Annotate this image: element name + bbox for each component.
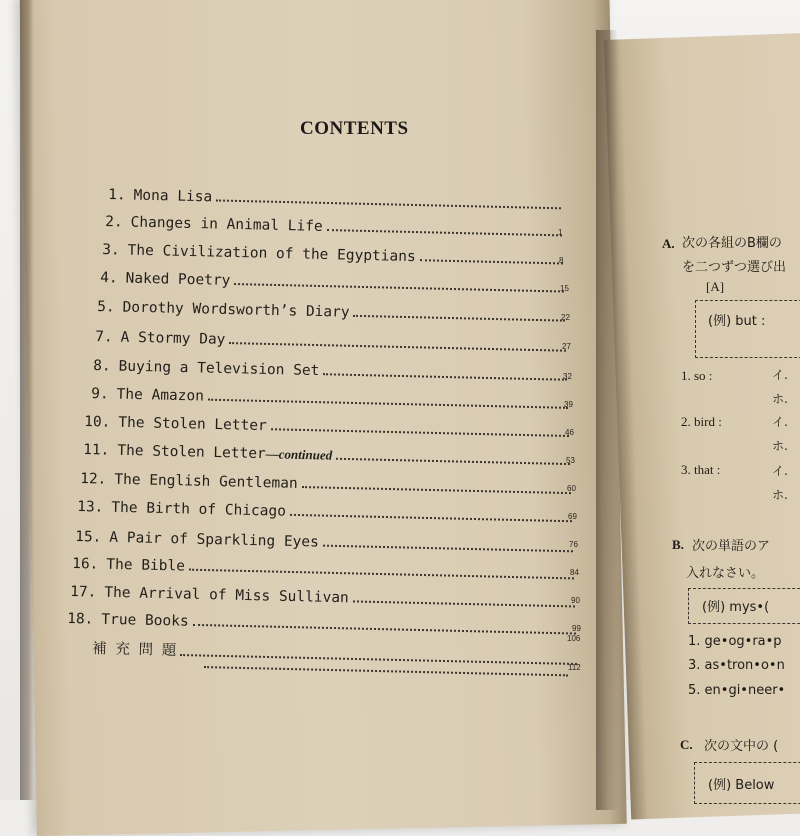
toc-entry-number: 11. [83,442,110,459]
item-3-i: イ. [772,464,788,478]
toc-entry [70,580,579,612]
toc-page-number: 76 [569,540,578,549]
toc-entry [77,495,576,526]
toc-entry-title: True Books [101,611,189,630]
toc-page-number: 112 [568,663,581,672]
toc-leader-dots [216,199,561,209]
toc-entry-title: Changes in Animal Life [130,214,323,235]
toc-leader-dots [189,569,574,580]
item-2: 2. bird : [681,414,722,429]
section-a-line1: 次の各組のB欄の [682,236,782,251]
toc-leader-dots [323,545,573,553]
toc-entry [102,238,567,269]
toc-leader-dots [193,624,576,635]
toc-entry-number: 18. [67,611,94,628]
toc-entry-title: Mona Lisa [133,187,213,206]
toc-entry [67,607,580,639]
toc-entry-title: A Pair of Sparkling Eyes [109,529,320,551]
toc-entry [108,183,565,213]
toc-entry-title: The Amazon [116,386,205,405]
toc-entry-title: The English Gentleman [114,471,298,492]
item-1: 1. so : [681,368,713,383]
toc-leader-dots [323,373,567,381]
toc-entry [75,525,577,556]
toc-leader-dots [229,342,566,352]
section-c-line1: 次の文中の ( [704,739,779,754]
toc-entry [95,325,570,356]
section-b-label: B. [672,537,684,552]
section-c-label: C. [680,737,693,752]
toc-leader-dots [327,229,562,236]
toc-entry-title: The Civilization of the Egyptians [127,242,416,266]
toc-entry [97,295,569,326]
toc-entry [72,552,578,583]
section-b-item-3: 3. as•tron•o•n [688,658,785,673]
toc-leader-dots [353,600,575,607]
toc-entry [80,467,575,498]
item-1-i: イ. [772,368,788,382]
section-a-bracket: [A] [706,279,725,294]
toc-entry-number: 10. [84,414,111,431]
toc-entry-title: The Stolen Letter—continued [117,442,333,463]
toc-leader-dots [271,428,569,437]
toc-leader-dots [234,283,564,292]
toc-page-number: 90 [571,596,580,605]
toc-entry [100,266,568,297]
toc-entry-number: 16. [72,556,99,573]
toc-entry-title: 補 充 問 題 [92,641,177,659]
toc-entry-number: 4. [100,270,118,287]
toc-entry-number: 3. [102,242,120,259]
item-3: 3. that : [681,462,721,477]
toc-entry [83,438,574,469]
toc-entry-title: The Birth of Chicago [111,499,287,520]
toc-page-number: 8 [559,256,564,265]
toc-entry [105,210,566,240]
toc-page-number: 22 [561,313,570,322]
toc-entry-number: 17. [70,584,97,601]
toc-page-number: 46 [565,428,574,437]
toc-leader-dots [290,514,572,522]
toc-entry-title: The Arrival of Miss Sullivan [104,584,349,607]
toc-page-number: 69 [568,512,577,521]
item-3-ho: ホ. [772,488,788,502]
toc-entry-number: 8. [93,358,111,375]
section-b-item-5: 5. en•gi•neer• [688,683,786,698]
section-a-label: A. [662,236,675,251]
section-b-example: (例) mys•( [702,600,770,615]
toc-page-number: 60 [567,484,576,493]
toc-entry [91,382,572,413]
section-a-example: (例) but : [708,314,766,329]
toc-page-number: 84 [570,568,579,577]
toc-entry-title: The Bible [106,556,186,575]
toc-entry [84,410,573,441]
toc-leader-dots [204,666,568,676]
toc-leader-dots [420,259,563,264]
toc-page-number: 39 [564,400,573,409]
toc-entry-title: A Stormy Day [120,329,226,348]
toc-page-number: 99 [572,624,581,633]
toc-entry-number: 1. [108,187,126,204]
toc-entry-number: 12. [80,471,107,488]
item-2-i: イ. [772,415,788,429]
item-2-ho: ホ. [772,439,788,453]
toc-entry-number: 7. [95,329,113,346]
toc-page-number: 1 [558,228,563,237]
toc-page-number: 15 [560,284,569,293]
toc-page-number: 32 [563,372,572,381]
toc-entry-number: 13. [77,499,104,516]
toc-page-number: 106 [567,634,581,643]
contents-heading: CONTENTS [300,118,409,139]
section-b-item-1: 1. ge•og•ra•p [688,634,782,649]
toc-leader-dots [353,315,565,322]
toc-entry-title: Naked Poetry [125,270,231,289]
toc-entry-suffix: —continued [265,446,333,463]
section-b-line1: 次の単語のア [692,539,771,554]
section-b-line2: 入れなさい。 [686,566,765,581]
toc-entry [93,354,571,385]
toc-entry-title: Buying a Television Set [118,358,320,380]
item-1-ho: ホ. [772,392,788,406]
toc-entry-number: 5. [97,299,115,316]
section-a-line2: を二つずつ選び出 [682,260,787,275]
toc-leader-dots [336,458,570,465]
toc-entry-title: The Stolen Letter [118,414,267,435]
toc-entry-number: 15. [75,529,102,546]
toc-leader-dots [302,486,571,494]
toc-entry-number: 2. [105,214,123,231]
toc-page-number: 53 [566,456,575,465]
toc-entry-title: Dorothy Wordsworth’s Diary [122,299,350,321]
toc-page-number: 27 [562,342,571,351]
section-a-example-box [695,300,800,358]
section-c-example: (例) Below [708,778,775,793]
toc-entry-number: 9. [91,386,109,403]
toc-leader-dots [208,399,568,409]
